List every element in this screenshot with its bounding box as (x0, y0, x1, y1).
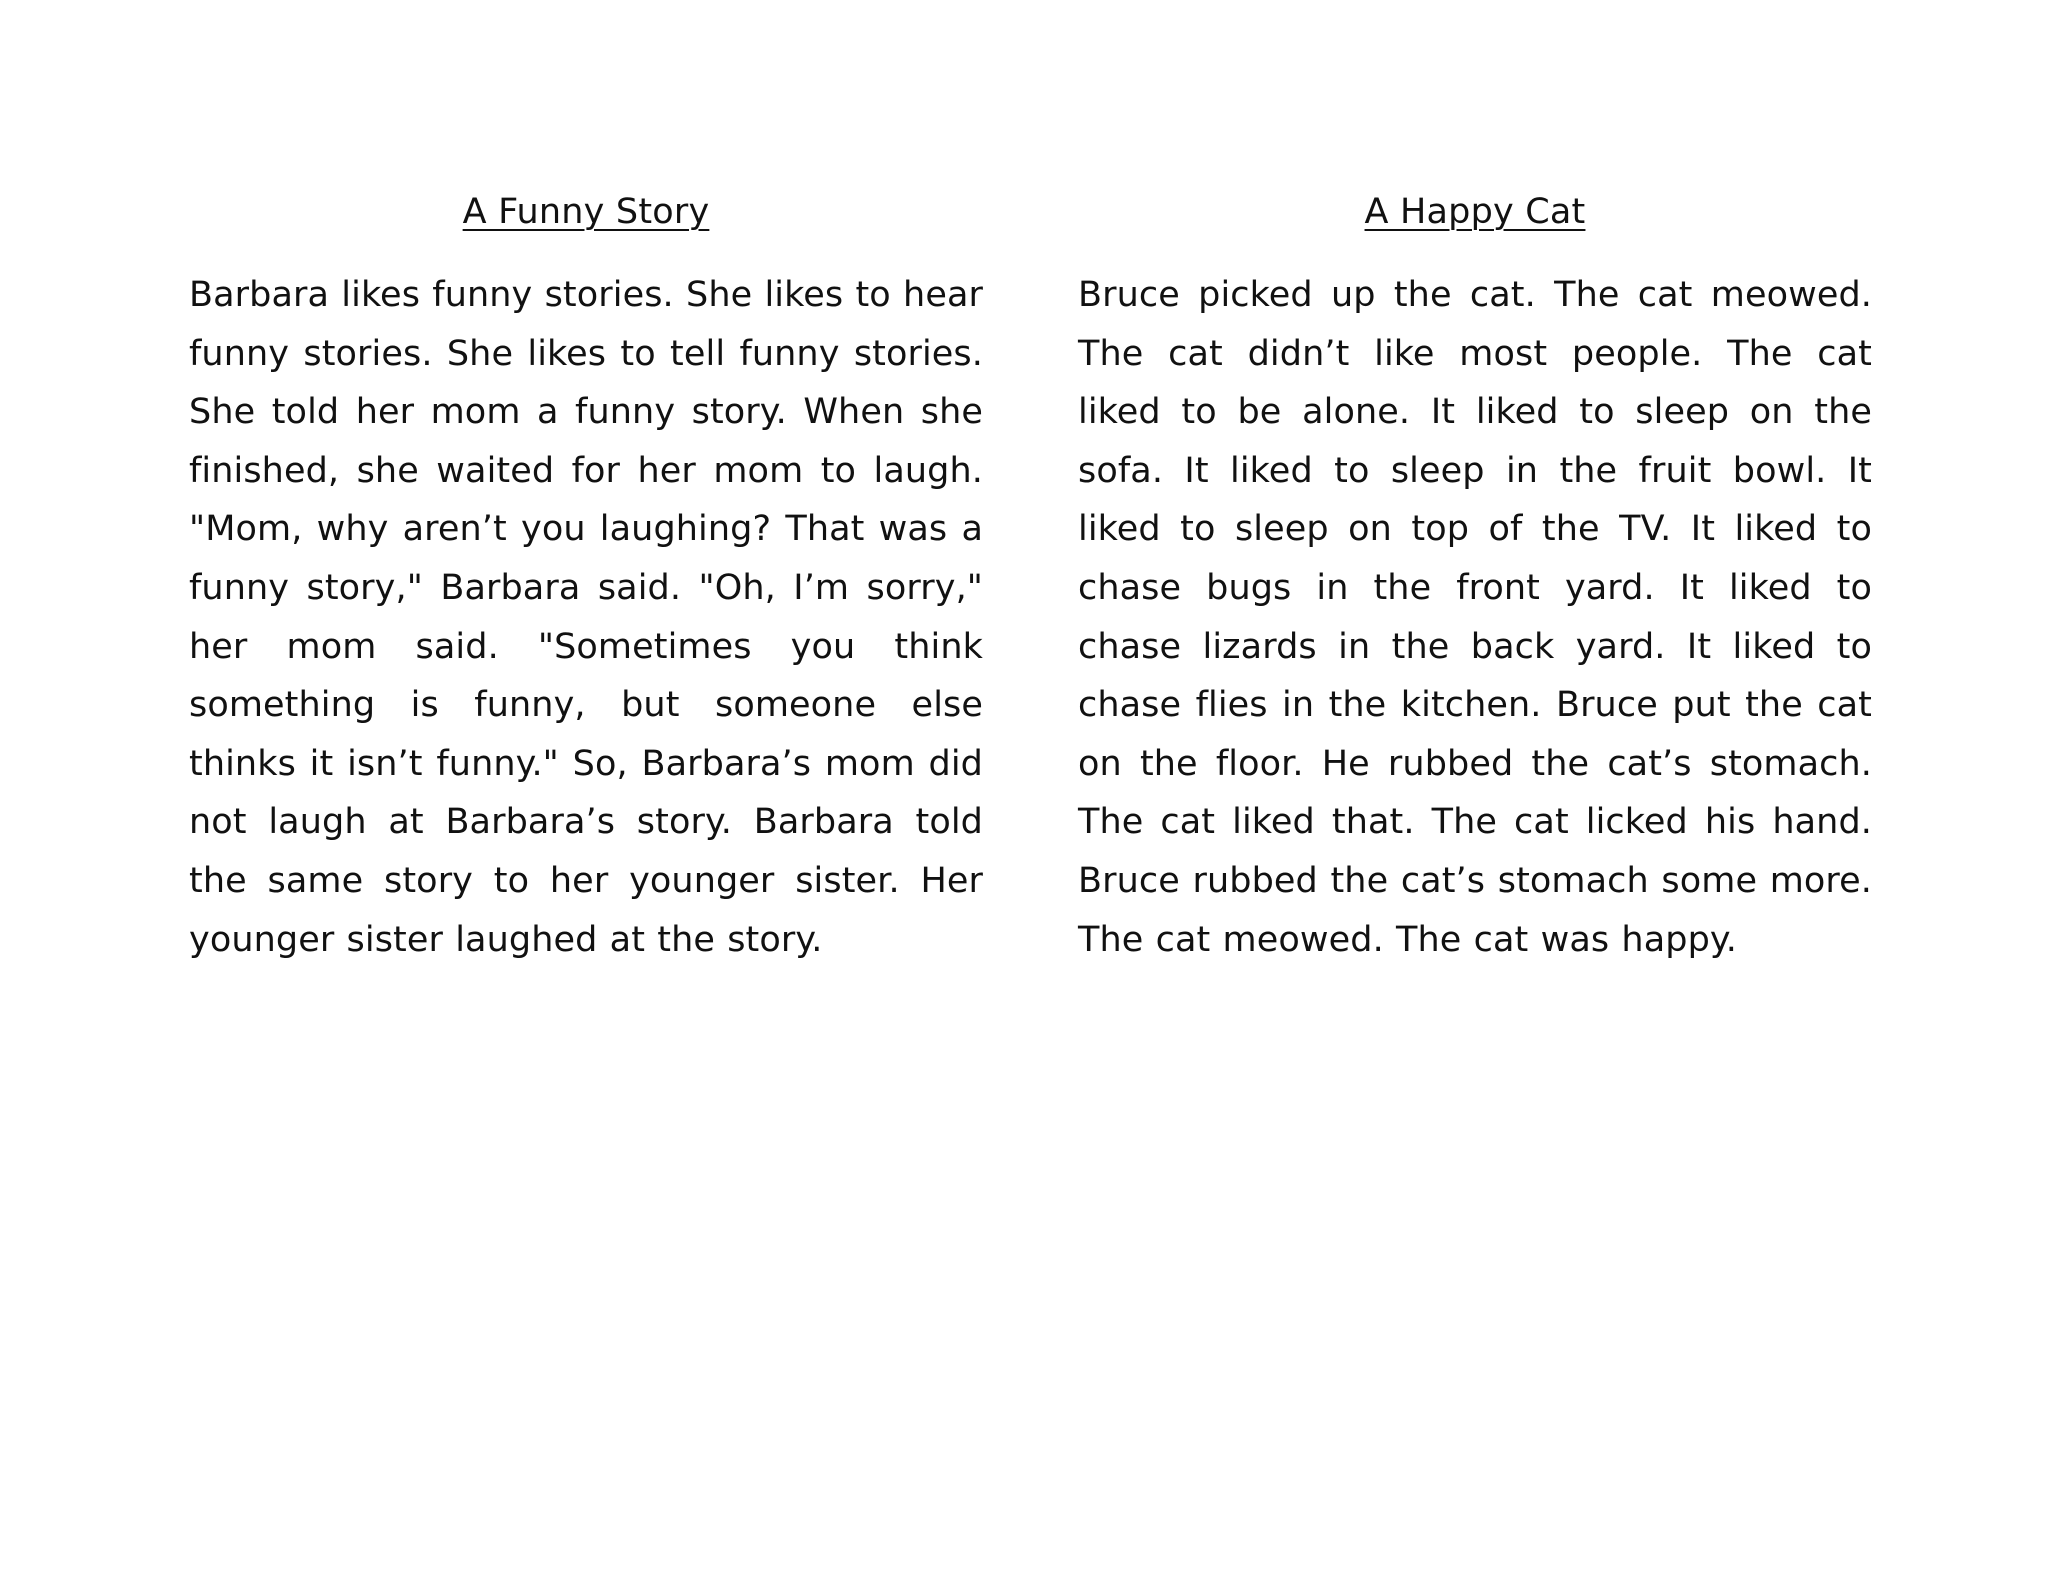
story-funny (189, 190, 983, 969)
story-title: A Funny Story (462, 192, 710, 232)
story-happy-cat (1078, 190, 1872, 969)
story-title: A Happy Cat (1364, 192, 1586, 232)
story-body: Bruce picked up the cat. The cat meowed. The cat didn’t like most people. The cat liked to be alone. It liked to sleep on the sofa. It liked to sleep in the fruit bowl. It liked to sleep on top of the TV. It liked to chase bugs in the front yard. It liked to chase lizards in the back yard. It liked to chase flies in the kitchen. Bruce put the cat on the floor. He rubbed the cat’s stomach. The cat liked that. The cat licked his hand. Bruce rubbed the cat’s stomach some more. The cat meowed. The cat was happy. (1078, 275, 1872, 960)
story-body: Barbara likes funny stories. She likes to hear funny stories. She likes to tell funny stories. She told her mom a funny story. When she finished, she waited for her mom to laugh. "Mom, why aren’t you laughing? That was a funny story," Barbara said. "Oh, I’m sorry," her mom said. "Sometimes you think something is funny, but someone else thinks it isn’t funny." So, Barbara’s mom did not laugh at Barbara’s story. Barbara told the same story to her younger sister. Her younger sister laughed at the story. (189, 275, 983, 960)
